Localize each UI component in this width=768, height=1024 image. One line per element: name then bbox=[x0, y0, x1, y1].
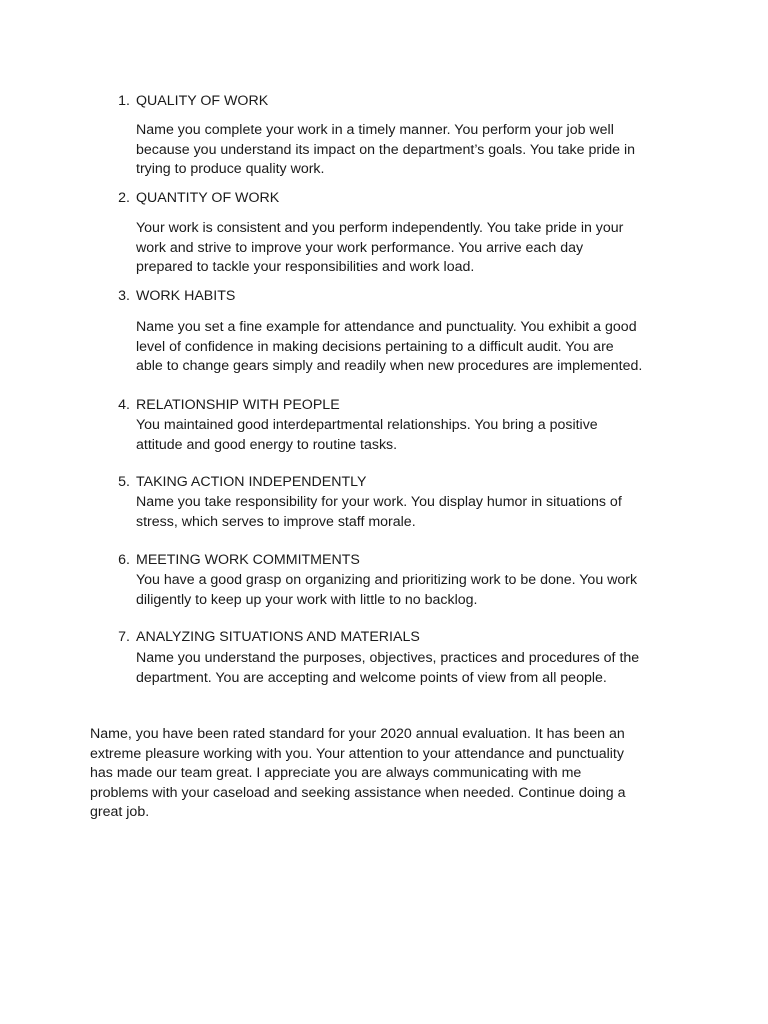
description-line: Name you take responsibility for your work. You display humor in situations of bbox=[136, 494, 622, 510]
item-description bbox=[136, 493, 696, 532]
item-number: 4. bbox=[118, 397, 130, 413]
item-number: 5. bbox=[118, 474, 130, 490]
item-heading: QUALITY OF WORK bbox=[136, 93, 269, 109]
description-line: Name you understand the purposes, objectives, practices and procedures of the bbox=[136, 650, 640, 666]
description-line: diligently to keep up your work with little to no backlog. bbox=[136, 591, 478, 608]
description-line: You maintained good interdepartmental relationships. You bring a positive bbox=[136, 417, 598, 433]
item-description bbox=[136, 219, 696, 278]
description-line: able to change gears simply and readily when new procedures are implemented. bbox=[136, 358, 643, 375]
item-description bbox=[136, 416, 696, 455]
closing-line: great job. bbox=[90, 804, 150, 821]
item-description bbox=[136, 121, 696, 180]
item-heading: ANALYZING SITUATIONS AND MATERIALS bbox=[136, 629, 420, 645]
item-number: 1. bbox=[118, 93, 130, 109]
item-heading: TAKING ACTION INDEPENDENTLY bbox=[136, 474, 367, 490]
item-heading: WORK HABITS bbox=[136, 288, 236, 304]
description-line: Your work is consistent and you perform independently. You take pride in your bbox=[136, 220, 624, 236]
item-heading: MEETING WORK COMMITMENTS bbox=[136, 552, 360, 568]
closing-line: extreme pleasure working with you. Your attention to your attendance and punctuality bbox=[90, 745, 624, 762]
description-line: prepared to tackle your responsibilities and work load. bbox=[136, 259, 475, 276]
closing-line: has made our team great. I appreciate you are always communicating with me bbox=[90, 765, 582, 782]
item-heading: RELATIONSHIP WITH PEOPLE bbox=[136, 397, 340, 413]
item-number: 6. bbox=[118, 552, 130, 568]
closing-paragraph bbox=[90, 725, 710, 823]
item-description bbox=[136, 318, 696, 377]
description-line: because you understand its impact on the department’s goals. You take pride in bbox=[136, 141, 635, 158]
item-heading: QUANTITY OF WORK bbox=[136, 190, 280, 206]
item-description bbox=[136, 571, 696, 610]
description-line: department. You are accepting and welcome points of view from all people. bbox=[136, 669, 607, 686]
description-line: Name you set a fine example for attendance and punctuality. You exhibit a good bbox=[136, 319, 637, 335]
item-description bbox=[136, 649, 696, 688]
closing-line: problems with your caseload and seeking assistance when needed. Continue doing a bbox=[90, 784, 626, 801]
description-line: Name you complete your work in a timely manner. You perform your job well bbox=[136, 122, 614, 138]
closing-line: Name, you have been rated standard for your 2020 annual evaluation. It has been an bbox=[90, 726, 625, 742]
description-line: stress, which serves to improve staff morale. bbox=[136, 513, 416, 530]
description-line: trying to produce quality work. bbox=[136, 161, 325, 178]
item-number: 3. bbox=[118, 288, 130, 304]
description-line: attitude and good energy to routine tasks. bbox=[136, 436, 398, 453]
item-number: 7. bbox=[118, 629, 130, 645]
description-line: level of confidence in making decisions pertaining to a difficult audit. You are bbox=[136, 338, 614, 355]
description-line: work and strive to improve your work performance. You arrive each day bbox=[136, 239, 584, 256]
description-line: You have a good grasp on organizing and prioritizing work to be done. You work bbox=[136, 572, 638, 588]
item-number: 2. bbox=[118, 190, 130, 206]
